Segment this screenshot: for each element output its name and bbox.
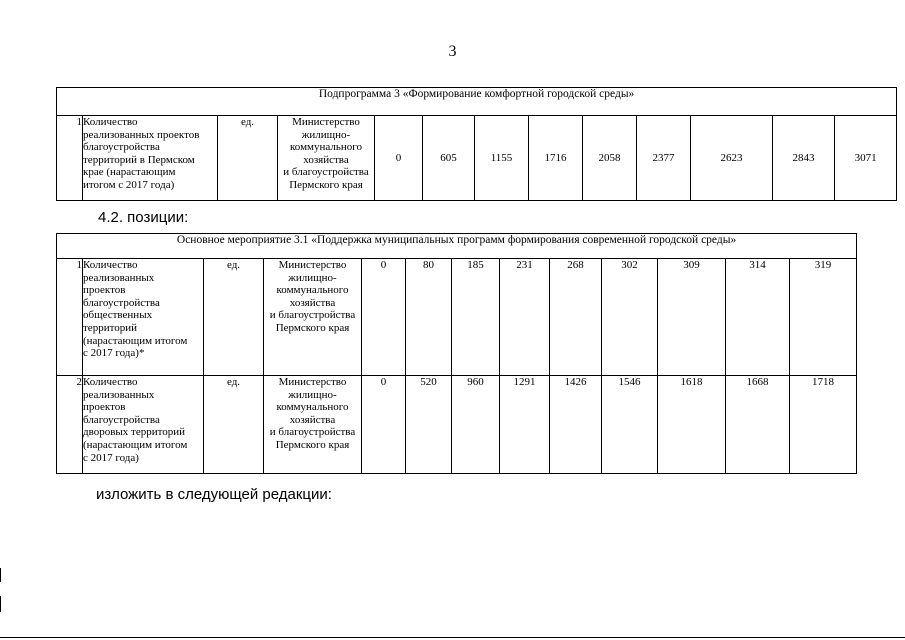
value-cell: 1618: [658, 376, 726, 474]
value-cell: 3071: [835, 116, 897, 201]
value-cell: 185: [452, 259, 500, 376]
page-number: 3: [448, 43, 457, 60]
row-number: 2: [57, 376, 83, 474]
unit-cell: ед.: [204, 376, 264, 474]
closing-text: изложить в следующей редакции:: [96, 486, 332, 503]
scan-bottom-edge: [0, 637, 905, 638]
value-cell: 0: [362, 376, 406, 474]
value-cell: 1426: [550, 376, 602, 474]
table-row: [57, 259, 857, 376]
value-cell: 605: [423, 116, 475, 201]
value-cell: 520: [406, 376, 452, 474]
value-cell: 314: [726, 259, 790, 376]
indicator-name: Количество реализованных проектов благоустройства территорий в Пермском крае (нарастающим итогом с 2017 года): [83, 116, 218, 201]
row-number: 1: [57, 116, 83, 201]
scan-margin-mark: [0, 596, 1, 612]
table-title: Основное мероприятие 3.1 «Поддержка муниципальных программ формирования современной городской среды»: [57, 234, 857, 259]
indicator-name: Количество реализованных проектов благоустройства общественных территорий (нарастающим итогом с 2017 года)*: [83, 259, 204, 376]
row-number: 1: [57, 259, 83, 376]
value-cell: 231: [500, 259, 550, 376]
value-cell: 309: [658, 259, 726, 376]
value-cell: 0: [362, 259, 406, 376]
value-cell: 2623: [691, 116, 773, 201]
table-row: [57, 376, 857, 474]
value-cell: 1291: [500, 376, 550, 474]
section-heading: 4.2. позиции:: [98, 209, 189, 226]
executor-cell: Министерство жилищно- коммунального хозяйства и благоустройства Пермского края: [278, 116, 375, 201]
main-activity-table: [56, 233, 857, 474]
indicator-name: Количество реализованных проектов благоустройства дворовых территорий (нарастающим итогом с 2017 года): [83, 376, 204, 474]
value-cell: 2058: [583, 116, 637, 201]
value-cell: 1668: [726, 376, 790, 474]
table-row: [57, 116, 897, 201]
value-cell: 302: [602, 259, 658, 376]
value-cell: 960: [452, 376, 500, 474]
unit-cell: ед.: [204, 259, 264, 376]
value-cell: 1718: [790, 376, 857, 474]
executor-cell: Министерство жилищно- коммунального хозяйства и благоустройства Пермского края: [264, 376, 362, 474]
unit-cell: ед.: [218, 116, 278, 201]
value-cell: 2843: [773, 116, 835, 201]
executor-cell: Министерство жилищно- коммунального хозяйства и благоустройства Пермского края: [264, 259, 362, 376]
value-cell: 1716: [529, 116, 583, 201]
value-cell: 319: [790, 259, 857, 376]
value-cell: 2377: [637, 116, 691, 201]
table-title: Подпрограмма 3 «Формирование комфортной городской среды»: [57, 88, 897, 116]
subprogram-table: [56, 87, 897, 201]
value-cell: 1546: [602, 376, 658, 474]
scan-margin-mark: [0, 568, 1, 582]
value-cell: 268: [550, 259, 602, 376]
value-cell: 80: [406, 259, 452, 376]
value-cell: 1155: [475, 116, 529, 201]
value-cell: 0: [375, 116, 423, 201]
